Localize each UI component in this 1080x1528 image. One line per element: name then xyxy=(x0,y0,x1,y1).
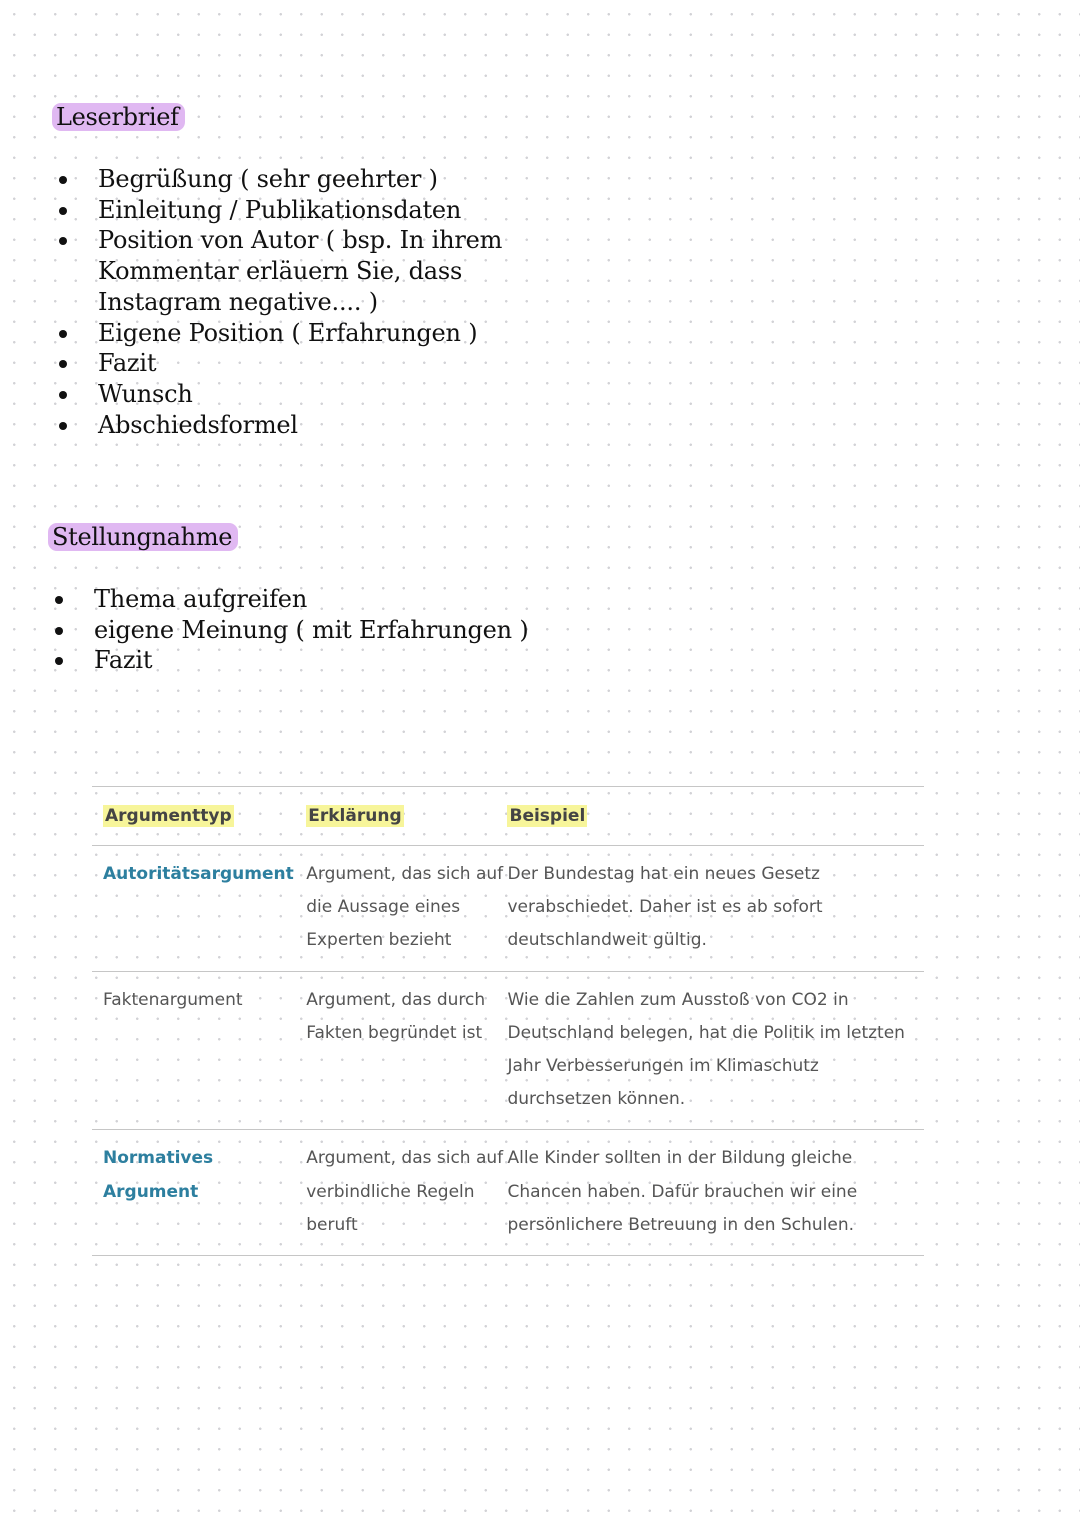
stellungnahme-list xyxy=(52,584,572,676)
list-item: Wunsch xyxy=(56,379,576,410)
list-item: Fazit xyxy=(52,645,572,676)
table-row xyxy=(92,971,924,1130)
argument-table xyxy=(92,786,924,1256)
table-row xyxy=(92,846,924,972)
list-item: Position von Autor ( bsp. In ihrem Kommentar erläuern Sie, dass Instagram negative.... ) xyxy=(56,225,576,317)
bullet-icon xyxy=(59,422,67,430)
header-argumenttyp: Argumenttyp xyxy=(105,806,232,826)
cell-argument-type: Normatives Argument xyxy=(103,1148,214,1202)
bullet-icon xyxy=(59,330,67,338)
bullet-icon xyxy=(59,237,67,245)
cell-explanation: Argument, das durch Fakten begründet ist xyxy=(306,989,486,1043)
cell-explanation: Argument, das sich auf verbindliche Regeln beruft xyxy=(306,1148,504,1235)
bullet-icon xyxy=(55,596,63,604)
header-beispiel: Beispiel xyxy=(509,806,586,826)
bullet-icon xyxy=(59,360,67,368)
bullet-icon xyxy=(59,391,67,399)
bullet-icon xyxy=(59,207,67,215)
list-item: Eigene Position ( Erfahrungen ) xyxy=(56,318,576,349)
section-title-stellungnahme xyxy=(52,522,238,552)
bullet-icon xyxy=(55,627,63,635)
cell-example: Alle Kinder sollten in der Bildung gleiche Chancen haben. Dafür brauchen wir eine persönlichere Betreuung in den Schulen. xyxy=(507,1148,858,1235)
title-highlight: Leserbrief xyxy=(52,103,185,131)
section-title-leserbrief xyxy=(56,102,185,132)
table-header-row xyxy=(92,787,924,846)
cell-example: Wie die Zahlen zum Ausstoß von CO2 in Deutschland belegen, hat die Politik im letzten Jahr Verbesserungen im Klimaschutz durchsetzen können. xyxy=(507,989,905,1110)
table-row xyxy=(92,1130,924,1256)
bullet-icon xyxy=(59,176,67,184)
leserbrief-list xyxy=(56,164,576,440)
cell-argument-type: Autoritätsargument xyxy=(103,864,294,884)
cell-example: Der Bundestag hat ein neues Gesetz verabschiedet. Daher ist es ab sofort deutschlandweit gültig. xyxy=(507,864,823,951)
list-item: Fazit xyxy=(56,348,576,379)
list-item: Begrüßung ( sehr geehrter ) xyxy=(56,164,576,195)
bullet-icon xyxy=(55,657,63,665)
header-erklaerung: Erklärung xyxy=(308,806,402,826)
cell-explanation: Argument, das sich auf die Aussage eines Experten bezieht xyxy=(306,864,504,951)
list-item: Thema aufgreifen xyxy=(52,584,572,615)
list-item: Abschiedsformel xyxy=(56,410,576,441)
title-highlight: Stellungnahme xyxy=(48,523,238,551)
list-item: eigene Meinung ( mit Erfahrungen ) xyxy=(52,615,572,646)
cell-argument-type: Faktenargument xyxy=(103,989,243,1010)
list-item: Einleitung / Publikationsdaten xyxy=(56,195,576,226)
